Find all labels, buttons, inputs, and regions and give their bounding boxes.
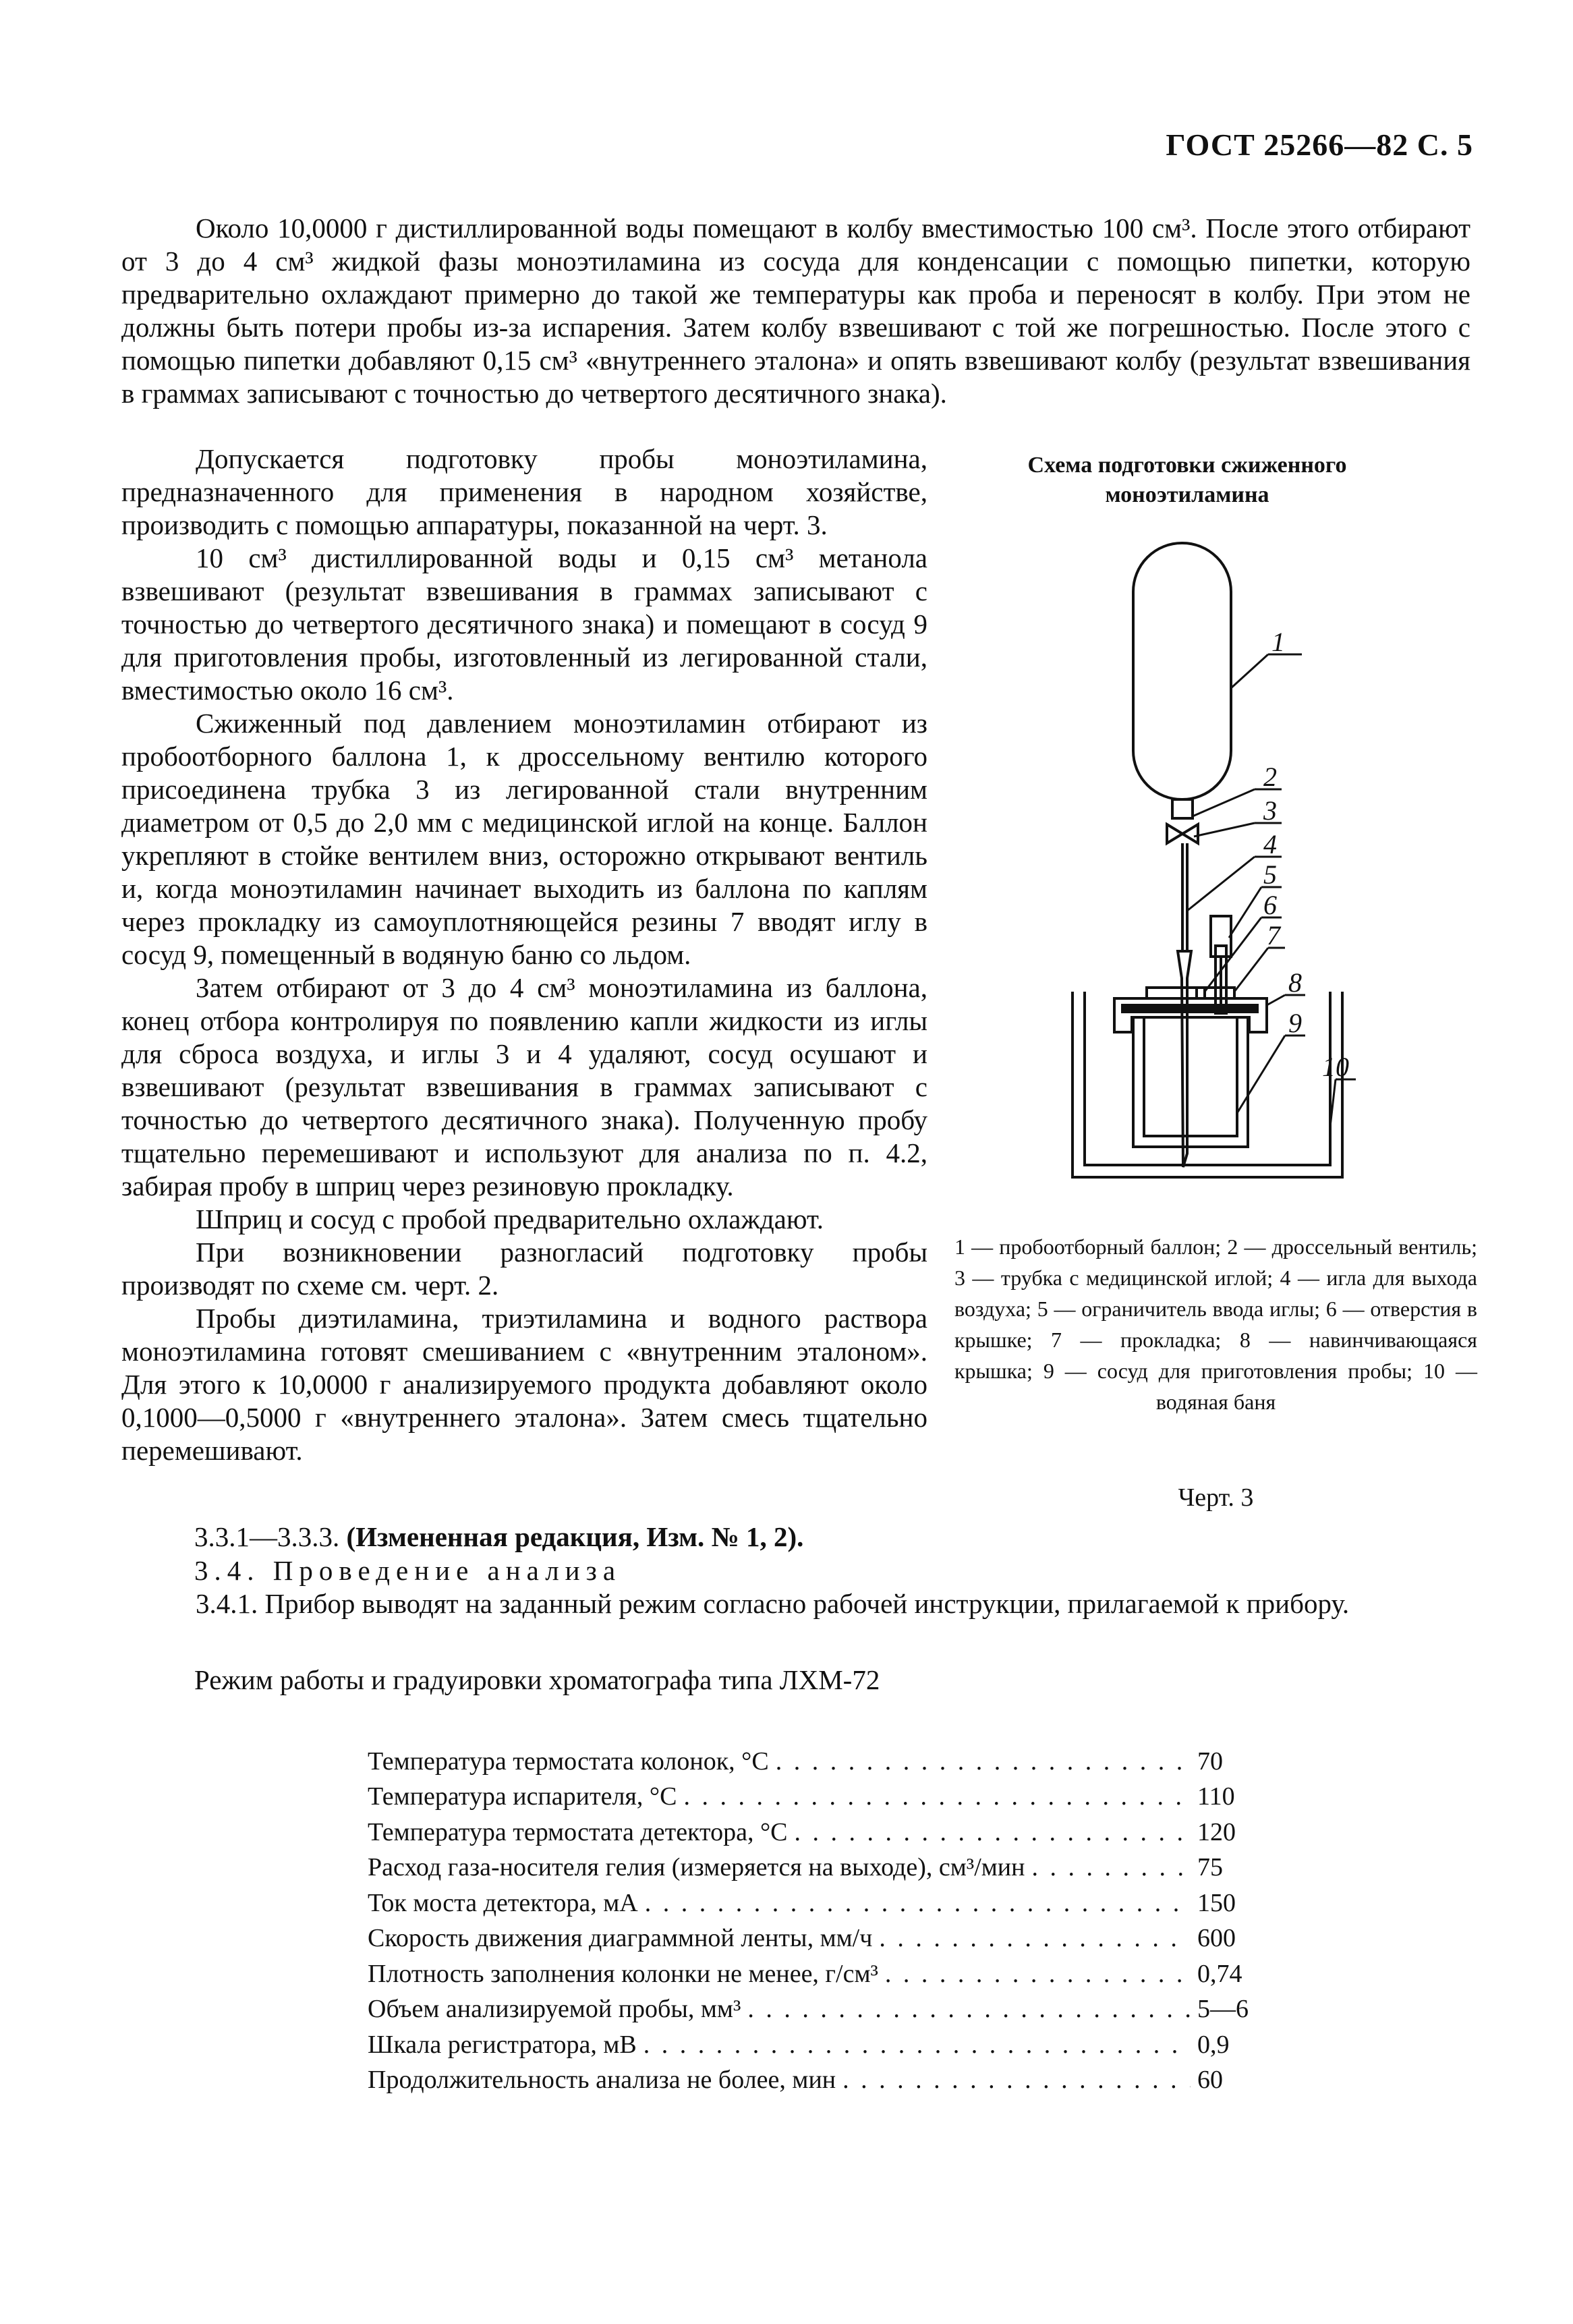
- parameter-label: Продолжительность анализа не более, мин: [368, 2066, 836, 2094]
- parameter-row: [368, 2060, 1278, 2095]
- parameter-row: [368, 2024, 1278, 2060]
- parameter-row: [368, 1989, 1278, 2024]
- parameter-label: Температура термостата колонок, °С: [368, 1747, 769, 1776]
- figure-label: 7: [1267, 920, 1280, 951]
- parameter-row: [368, 1847, 1278, 1883]
- figure-label: 9: [1288, 1008, 1302, 1038]
- page-header: ГОСТ 25266—82 С. 5: [1166, 127, 1473, 162]
- parameter-row: [368, 1776, 1278, 1812]
- parameter-label: Плотность заполнения колонки не менее, г/см³: [368, 1959, 878, 1988]
- paragraph: Допускается подготовку пробы моноэтиламина, предназначенного для применения в народном хозяйстве, производить с помощью аппаратуры, показанной на черт. 3.: [121, 443, 927, 540]
- paragraph: Сжиженный под давлением моноэтиламин отбирают из пробоотборного баллона 1, к дроссельному вентилю которого присоединена трубка 3 из легированной стали внутренним диаметром от 0,5 до 2,0 мм с медицинской иглой на конце. Баллон укрепляют в стойке вентилем вниз, осторожно открывают вентиль и, когда моноэтиламин начинает выходить из баллона по каплям через прокладку из самоуплотняющейся резины 7 вводят иглу в сосуд 9, помещенный в водяную баню со льдом.: [121, 708, 927, 970]
- section-text-block: [121, 1587, 1470, 1620]
- section-text: 3.4.1. Прибор выводят на заданный режим согласно рабочей инструкции, прилагаемой к прибору.: [196, 1588, 1350, 1619]
- parameter-row: [368, 1953, 1278, 1989]
- figure-label: 8: [1288, 967, 1302, 998]
- paragraph: Затем отбирают от 3 до 4 см³ моноэтиламина из баллона, конец отбора контролируя по появлению капли жидкости из иглы для сброса воздуха, и иглы 3 и 4 удаляют, сосуд осушают и взвешивают (результат взвешивания в граммах записывают с точностью до четвертого десятичного знака). Полученную пробу тщательно перемешивают и используют для анализа по п. 4.2, забирая пробу в шприц через резиновую прокладку.: [121, 972, 927, 1201]
- paragraph: Шприц и сосуд с пробой предварительно охлаждают.: [196, 1203, 824, 1235]
- parameter-label: Скорость движения диаграммной ленты, мм/ч: [368, 1924, 873, 1952]
- parameter-label: Объем анализируемой пробы, мм³: [368, 1995, 741, 2023]
- parameter-value: 5—6: [1197, 1995, 1249, 2023]
- paragraph: При возникновении разногласий подготовку пробы производят по схеме см. черт. 2.: [121, 1237, 927, 1301]
- figure-caption: Черт. 3: [1178, 1483, 1254, 1512]
- amendment-note: [194, 1520, 803, 1554]
- paragraph: Около 10,0000 г дистиллированной воды помещают в колбу вместимостью 100 см³. После этого отбирают от 3 до 4 см³ жидкой фазы моноэтиламина из сосуда для конденсации с помощью пипетки, которую предварительно охлаждают примерно до такой же температуры как проба и переносят в колбу. При этом не должны быть потери пробы из-за испарения. Затем колбу взвешивают с той же погрешностью. После этого с помощью пипетки добавляют 0,15 см³ «внутреннего эталона» и опять взвешивают колбу (результат взвешивания в граммах записывают с точностью до четвертого десятичного знака).: [121, 212, 1470, 409]
- parameter-value: 110: [1197, 1782, 1235, 1811]
- paragraph: 10 см³ дистиллированной воды и 0,15 см³ метанола взвешивают (результат взвешивания в граммах записывают с точностью до четвертого десятичного знака) и помещают в сосуд 9 для приготовления пробы, изготовленный из легированной стали, вместимостью около 16 см³.: [121, 542, 927, 706]
- parameter-value: 70: [1197, 1747, 1223, 1776]
- vessel-shape: [1133, 1019, 1248, 1147]
- figure-label: 10: [1322, 1052, 1349, 1082]
- paragraph: Пробы диэтиламина, триэтиламина и водного раствора моноэтиламина готовят смешиванием с «внутренним эталоном». Для этого к 10,0000 г анализируемого продукта добавляют около 0,1000—0,5000 г «внутреннего эталона». Затем смесь тщательно перемешивают.: [121, 1303, 927, 1466]
- parameter-value: 120: [1197, 1817, 1236, 1846]
- figure-legend: 1 — пробоотборный баллон; 2 — дроссельный вентиль; 3 — трубка с медицинской иглой; 4 — игла для выхода воздуха; 5 — ограничитель ввода иглы; 6 — отверстия в крышке; 7 — прокладка; 8 — навинчивающаяся крышка; 9 — сосуд для приготовления пробы; 10 — водяная баня: [954, 1235, 1477, 1414]
- parameter-value: 0,9: [1197, 2030, 1230, 2059]
- figure-label: 1: [1271, 627, 1285, 657]
- parameter-row: [368, 1918, 1278, 1954]
- figure-label: 6: [1263, 890, 1277, 920]
- figure-label: 4: [1263, 829, 1277, 859]
- parameter-value: 150: [1197, 1888, 1236, 1917]
- amendment-prefix: 3.3.1—3.3.3.: [194, 1521, 347, 1552]
- parameter-row: [368, 1740, 1278, 1776]
- parameter-value: 60: [1197, 2066, 1223, 2094]
- table-title: Режим работы и градуировки хроматографа типа ЛХМ-72: [194, 1664, 880, 1695]
- parameter-value: 75: [1197, 1853, 1223, 1881]
- figure-label: 5: [1263, 859, 1277, 890]
- valve-shape: [1167, 824, 1198, 843]
- parameter-label: Температура испарителя, °С: [368, 1782, 677, 1811]
- figure-label: 3: [1263, 795, 1277, 826]
- parameter-row: [368, 1882, 1278, 1918]
- apparatus-diagram: [1052, 533, 1390, 1201]
- section-heading: 3.4. Проведение анализа: [194, 1555, 622, 1586]
- parameter-label: Температура термостата детектора, °С: [368, 1817, 788, 1846]
- parameter-value: 600: [1197, 1924, 1236, 1952]
- parameter-label: Расход газа-носителя гелия (измеряется на выходе), см³/мин: [368, 1853, 1025, 1881]
- intro-paragraph: [121, 212, 1470, 410]
- figure-title: Схема подготовки сжиженного моноэтиламина: [1027, 453, 1347, 507]
- left-column-text: [121, 443, 927, 1467]
- parameters-table: [368, 1740, 1278, 2095]
- figure-label: 2: [1263, 762, 1277, 792]
- amendment-bold: (Измененная редакция, Изм. № 1, 2).: [346, 1521, 804, 1552]
- parameter-value: 0,74: [1197, 1959, 1242, 1988]
- parameter-row: [368, 1811, 1278, 1847]
- parameter-label: Шкала регистратора, мВ: [368, 2030, 637, 2059]
- screw-cap-shape: [1114, 998, 1267, 1032]
- balloon-shape: [1133, 543, 1231, 799]
- balloon-neck: [1172, 799, 1193, 818]
- parameter-label: Ток моста детектора, мА: [368, 1888, 638, 1917]
